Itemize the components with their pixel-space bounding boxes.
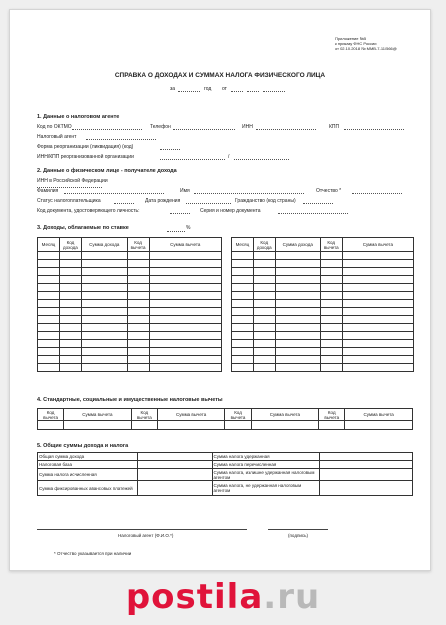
income-left-cell[interactable] xyxy=(149,260,221,268)
income-left-cell[interactable] xyxy=(59,348,81,356)
income-right-cell[interactable] xyxy=(275,260,320,268)
income-left-cell[interactable] xyxy=(38,348,60,356)
income-left-cell[interactable] xyxy=(38,276,60,284)
income-left-cell[interactable] xyxy=(127,276,149,284)
income-right-cell[interactable] xyxy=(320,324,342,332)
income-left-cell[interactable] xyxy=(81,292,127,300)
income-left-cell[interactable] xyxy=(81,348,127,356)
totals-left-value[interactable] xyxy=(137,461,212,469)
income-left-cell[interactable] xyxy=(38,356,60,364)
income-left-cell[interactable] xyxy=(59,308,81,316)
ot-label: от xyxy=(222,86,227,92)
reorg-inn-label: ИНН/КПП реорганизованной организации xyxy=(37,154,134,160)
income-left-cell[interactable] xyxy=(38,364,60,372)
agent-label: Налоговый агент xyxy=(37,134,77,140)
income-left-cell[interactable] xyxy=(38,308,60,316)
income-right-cell[interactable] xyxy=(232,260,254,268)
tax-form-page xyxy=(9,9,431,571)
income-right-cell[interactable] xyxy=(232,284,254,292)
doc-series-field[interactable] xyxy=(278,213,348,214)
reorg-form-field[interactable] xyxy=(160,149,180,150)
income-left-cell[interactable] xyxy=(127,356,149,364)
income-right-cell[interactable] xyxy=(342,316,413,324)
income-left-cell[interactable] xyxy=(59,332,81,340)
income-left-cell[interactable] xyxy=(127,316,149,324)
income-left-cell[interactable] xyxy=(127,340,149,348)
income-right-row xyxy=(232,316,414,324)
income-right-cell[interactable] xyxy=(253,252,275,260)
income-right-cell[interactable] xyxy=(342,300,413,308)
income-right-cell[interactable] xyxy=(320,332,342,340)
income-right-cell[interactable] xyxy=(253,340,275,348)
income-right-cell[interactable] xyxy=(232,364,254,372)
income-right-cell[interactable] xyxy=(320,308,342,316)
totals-left-label: Общая сумма дохода xyxy=(38,453,138,461)
income-right-header: Сумма вычета xyxy=(342,238,413,252)
income-left-header: Сумма вычета xyxy=(149,238,221,252)
agent-signature-line[interactable] xyxy=(37,529,247,530)
income-right-cell[interactable] xyxy=(232,300,254,308)
totals-left-label: Налоговая база xyxy=(38,461,138,469)
income-left-cell[interactable] xyxy=(38,332,60,340)
income-left-row xyxy=(38,292,222,300)
income-left-cell[interactable] xyxy=(38,316,60,324)
income-left-cell[interactable] xyxy=(127,260,149,268)
income-right-cell[interactable] xyxy=(275,356,320,364)
income-left-row xyxy=(38,348,222,356)
income-left-cell[interactable] xyxy=(149,340,221,348)
income-left-cell[interactable] xyxy=(59,260,81,268)
phone-label: Телефон xyxy=(150,124,171,130)
patronymic-field[interactable] xyxy=(352,193,402,194)
deduction-cell[interactable] xyxy=(157,421,225,430)
income-left-cell[interactable] xyxy=(127,292,149,300)
income-right-cell[interactable] xyxy=(232,252,254,260)
deduction-cell[interactable] xyxy=(38,421,64,430)
income-right-cell[interactable] xyxy=(275,316,320,324)
income-right-row xyxy=(232,284,414,292)
income-right-cell[interactable] xyxy=(253,364,275,372)
income-right-cell[interactable] xyxy=(275,292,320,300)
income-right-cell[interactable] xyxy=(253,308,275,316)
income-right-cell[interactable] xyxy=(253,284,275,292)
income-right-cell[interactable] xyxy=(342,268,413,276)
income-right-cell[interactable] xyxy=(320,348,342,356)
totals-right-label: Сумма налога, излишне удержанная налоговым агентом xyxy=(212,469,320,481)
inn-label: ИНН xyxy=(242,124,253,130)
income-left-cell[interactable] xyxy=(127,332,149,340)
income-left-cell[interactable] xyxy=(81,308,127,316)
status-label: Статус налогоплательщика xyxy=(37,198,101,204)
section-2-heading: 2. Данные о физическом лице - получателе дохода xyxy=(37,168,177,174)
income-right-cell[interactable] xyxy=(232,324,254,332)
income-right-row xyxy=(232,268,414,276)
income-left-cell[interactable] xyxy=(59,252,81,260)
deduction-cell[interactable] xyxy=(251,421,319,430)
income-right-cell[interactable] xyxy=(253,316,275,324)
income-left-cell[interactable] xyxy=(81,268,127,276)
reorg-kpp-field[interactable] xyxy=(234,159,289,160)
totals-right-label: Сумма налога, не удержанная налоговым агентом xyxy=(212,481,320,496)
income-left-cell[interactable] xyxy=(149,356,221,364)
phone-field[interactable] xyxy=(173,129,235,130)
income-right-cell[interactable] xyxy=(342,364,413,372)
income-right-row xyxy=(232,260,414,268)
totals-right-label: Сумма налога перечисленная xyxy=(212,461,320,469)
income-left-cell[interactable] xyxy=(81,364,127,372)
income-right-cell[interactable] xyxy=(320,260,342,268)
income-right-row xyxy=(232,324,414,332)
income-right-row xyxy=(232,356,414,364)
deduction-cell[interactable] xyxy=(319,421,345,430)
income-right-cell[interactable] xyxy=(342,348,413,356)
income-right-cell[interactable] xyxy=(342,284,413,292)
totals-left-label: Сумма налога исчисленная xyxy=(38,469,138,481)
income-right-cell[interactable] xyxy=(342,356,413,364)
income-left-cell[interactable] xyxy=(38,292,60,300)
income-right-row xyxy=(232,300,414,308)
totals-right-value[interactable] xyxy=(320,481,413,496)
doc-code-field[interactable] xyxy=(170,213,190,214)
income-left-row xyxy=(38,316,222,324)
income-right-row xyxy=(232,364,414,372)
income-right-header: Код дохода xyxy=(253,238,275,252)
deduction-row xyxy=(38,421,413,430)
deduction-cell[interactable] xyxy=(225,421,251,430)
income-table-right xyxy=(231,237,414,372)
income-right-cell[interactable] xyxy=(275,300,320,308)
income-right-cell[interactable] xyxy=(275,284,320,292)
totals-right-value[interactable] xyxy=(320,469,413,481)
birth-label: Дата рождения xyxy=(145,198,181,204)
birth-field[interactable] xyxy=(186,203,231,204)
deduction-header: Сумма вычета xyxy=(157,409,225,421)
reorg-slash: / xyxy=(228,154,230,160)
income-left-cell[interactable] xyxy=(38,252,60,260)
signature-caption: (подпись) xyxy=(288,533,309,538)
deduction-cell[interactable] xyxy=(131,421,157,430)
income-right-cell[interactable] xyxy=(275,308,320,316)
income-right-row xyxy=(232,348,414,356)
income-left-cell[interactable] xyxy=(127,268,149,276)
income-left-cell[interactable] xyxy=(81,276,127,284)
income-left-row xyxy=(38,324,222,332)
income-right-cell[interactable] xyxy=(232,292,254,300)
income-right-cell[interactable] xyxy=(342,276,413,284)
deduction-header: Код вычета xyxy=(319,409,345,421)
income-right-row xyxy=(232,340,414,348)
kpp-field[interactable] xyxy=(344,129,404,130)
income-right-row xyxy=(232,308,414,316)
totals-right-value[interactable] xyxy=(320,461,413,469)
annex-line-1: Приложение №5 xyxy=(335,36,367,41)
income-left-header: Месяц xyxy=(38,238,60,252)
income-right-cell[interactable] xyxy=(275,268,320,276)
income-left-cell[interactable] xyxy=(81,324,127,332)
income-right-row xyxy=(232,276,414,284)
deductions-table xyxy=(37,408,413,430)
surname-label: Фамилия xyxy=(37,188,59,194)
income-right-cell[interactable] xyxy=(253,276,275,284)
income-left-cell[interactable] xyxy=(59,324,81,332)
year-field[interactable] xyxy=(178,91,200,92)
income-right-cell[interactable] xyxy=(253,292,275,300)
totals-right-value[interactable] xyxy=(320,453,413,461)
income-left-cell[interactable] xyxy=(81,260,127,268)
oktmo-label: Код по ОКТМО xyxy=(37,124,72,130)
income-left-cell[interactable] xyxy=(127,252,149,260)
footnote: * Отчество указывается при наличии xyxy=(54,551,132,556)
income-left-row xyxy=(38,308,222,316)
income-left-cell[interactable] xyxy=(38,300,60,308)
income-right-cell[interactable] xyxy=(275,332,320,340)
income-right-cell[interactable] xyxy=(320,268,342,276)
income-right-cell[interactable] xyxy=(320,252,342,260)
income-left-header: Код вычета xyxy=(127,238,149,252)
deduction-cell[interactable] xyxy=(345,421,413,430)
income-right-cell[interactable] xyxy=(232,268,254,276)
income-right-cell[interactable] xyxy=(275,276,320,284)
income-left-cell[interactable] xyxy=(81,300,127,308)
income-left-cell[interactable] xyxy=(149,308,221,316)
reorg-form-label: Форма реорганизации (ликвидация) (код) xyxy=(37,144,134,150)
god-label: год xyxy=(204,86,212,92)
income-right-cell[interactable] xyxy=(275,252,320,260)
income-right-cell[interactable] xyxy=(342,260,413,268)
income-left-cell[interactable] xyxy=(81,284,127,292)
income-right-cell[interactable] xyxy=(320,364,342,372)
date-day-field[interactable] xyxy=(231,91,243,92)
income-right-cell[interactable] xyxy=(320,276,342,284)
income-left-cell[interactable] xyxy=(149,300,221,308)
annex-line-2: к приказу ФНС России xyxy=(335,41,377,46)
income-left-row xyxy=(38,268,222,276)
income-right-cell[interactable] xyxy=(232,340,254,348)
income-right-cell[interactable] xyxy=(342,292,413,300)
watermark-red: postila xyxy=(125,577,264,617)
income-left-cell[interactable] xyxy=(59,300,81,308)
income-right-cell[interactable] xyxy=(320,292,342,300)
postila-watermark xyxy=(0,569,446,625)
income-left-cell[interactable] xyxy=(81,340,127,348)
income-right-cell[interactable] xyxy=(320,300,342,308)
income-left-cell[interactable] xyxy=(59,284,81,292)
deduction-header: Код вычета xyxy=(225,409,251,421)
income-left-cell[interactable] xyxy=(127,324,149,332)
doc-series-label: Серия и номер документа xyxy=(200,208,261,214)
income-right-cell[interactable] xyxy=(275,340,320,348)
patronymic-label: Отчество * xyxy=(316,188,342,194)
income-left-cell[interactable] xyxy=(81,332,127,340)
income-left-header: Код дохода xyxy=(59,238,81,252)
income-left-cell[interactable] xyxy=(149,292,221,300)
income-right-cell[interactable] xyxy=(232,308,254,316)
income-right-cell[interactable] xyxy=(320,340,342,348)
income-left-row xyxy=(38,284,222,292)
agent-fio-caption: Налоговый агент (Ф.И.О.*) xyxy=(118,533,174,538)
income-left-row xyxy=(38,332,222,340)
totals-left-value[interactable] xyxy=(137,481,212,496)
income-left-cell[interactable] xyxy=(59,356,81,364)
income-right-cell[interactable] xyxy=(342,340,413,348)
watermark-gray: .ru xyxy=(263,577,321,617)
income-right-cell[interactable] xyxy=(275,364,320,372)
deduction-header: Сумма вычета xyxy=(64,409,132,421)
income-left-row xyxy=(38,276,222,284)
income-right-header: Месяц xyxy=(232,238,254,252)
income-table-left xyxy=(37,237,222,372)
income-left-cell[interactable] xyxy=(127,308,149,316)
income-left-cell[interactable] xyxy=(149,252,221,260)
income-right-cell[interactable] xyxy=(253,348,275,356)
income-right-cell[interactable] xyxy=(342,252,413,260)
income-right-cell[interactable] xyxy=(232,356,254,364)
inn-field[interactable] xyxy=(256,129,316,130)
totals-left-value[interactable] xyxy=(137,469,212,481)
totals-row xyxy=(38,461,413,469)
income-right-cell[interactable] xyxy=(253,260,275,268)
income-left-cell[interactable] xyxy=(38,324,60,332)
income-left-cell[interactable] xyxy=(149,348,221,356)
income-right-cell[interactable] xyxy=(320,356,342,364)
totals-left-value[interactable] xyxy=(137,453,212,461)
doc-code-label: Код документа, удостоверяющего личность: xyxy=(37,208,140,214)
totals-row xyxy=(38,481,413,496)
income-left-cell[interactable] xyxy=(38,268,60,276)
name-label: Имя xyxy=(180,188,190,194)
income-left-cell[interactable] xyxy=(149,284,221,292)
annex-line-3: от 02.10.2018 № ММВ-7-11/566@ xyxy=(335,46,397,51)
income-left-cell[interactable] xyxy=(149,268,221,276)
income-left-cell[interactable] xyxy=(81,316,127,324)
income-left-cell[interactable] xyxy=(81,252,127,260)
za-label: за xyxy=(170,86,176,92)
deduction-header: Код вычета xyxy=(131,409,157,421)
oktmo-field[interactable] xyxy=(72,129,142,130)
income-left-cell[interactable] xyxy=(149,324,221,332)
income-left-cell[interactable] xyxy=(149,332,221,340)
citizenship-field[interactable] xyxy=(303,203,333,204)
income-right-cell[interactable] xyxy=(342,308,413,316)
income-left-header: Сумма дохода xyxy=(81,238,127,252)
income-left-cell[interactable] xyxy=(127,364,149,372)
income-right-cell[interactable] xyxy=(232,276,254,284)
income-left-cell[interactable] xyxy=(149,364,221,372)
kpp-label: КПП xyxy=(329,124,340,130)
income-right-header: Код вычета xyxy=(320,238,342,252)
income-right-row xyxy=(232,252,414,260)
income-right-cell[interactable] xyxy=(232,348,254,356)
income-left-row xyxy=(38,356,222,364)
income-left-cell[interactable] xyxy=(38,284,60,292)
deduction-cell[interactable] xyxy=(64,421,132,430)
section-3-heading: 3. Доходы, облагаемые по ставке xyxy=(37,225,129,231)
income-left-cell[interactable] xyxy=(127,348,149,356)
section-1-heading: 1. Данные о налоговом агенте xyxy=(37,114,120,120)
income-right-cell[interactable] xyxy=(232,332,254,340)
income-left-cell[interactable] xyxy=(59,364,81,372)
rate-field[interactable] xyxy=(167,231,185,232)
income-left-cell[interactable] xyxy=(38,260,60,268)
income-left-cell[interactable] xyxy=(149,316,221,324)
inn-rf-label: ИНН в Российской Федерации xyxy=(37,178,108,184)
status-field[interactable] xyxy=(114,203,134,204)
totals-table xyxy=(37,452,413,496)
income-right-cell[interactable] xyxy=(275,348,320,356)
income-right-cell[interactable] xyxy=(342,324,413,332)
income-left-cell[interactable] xyxy=(59,276,81,284)
income-right-row xyxy=(232,332,414,340)
reorg-inn-field[interactable] xyxy=(160,159,225,160)
income-right-cell[interactable] xyxy=(253,300,275,308)
name-field[interactable] xyxy=(194,193,304,194)
income-right-cell[interactable] xyxy=(232,316,254,324)
income-right-cell[interactable] xyxy=(253,324,275,332)
income-right-cell[interactable] xyxy=(253,332,275,340)
totals-right-label: Сумма налога удержанная xyxy=(212,453,320,461)
totals-left-label: Сумма фиксированных авансовых платежей xyxy=(38,481,138,496)
deduction-header: Код вычета xyxy=(38,409,64,421)
signature-line[interactable] xyxy=(268,529,328,530)
income-left-cell[interactable] xyxy=(81,356,127,364)
income-left-cell[interactable] xyxy=(149,276,221,284)
section-4-heading: 4. Стандартные, социальные и имущественные налоговые вычеты xyxy=(37,397,223,403)
percent-sign: % xyxy=(186,225,191,231)
income-left-cell[interactable] xyxy=(59,292,81,300)
income-left-row xyxy=(38,300,222,308)
income-right-cell[interactable] xyxy=(320,284,342,292)
citizenship-label: Гражданство (код страны) xyxy=(235,198,296,204)
income-left-cell[interactable] xyxy=(59,340,81,348)
income-right-cell[interactable] xyxy=(253,356,275,364)
deduction-header: Сумма вычета xyxy=(251,409,319,421)
income-right-header: Сумма дохода xyxy=(275,238,320,252)
income-left-row xyxy=(38,364,222,372)
income-left-row xyxy=(38,340,222,348)
date-year-field[interactable] xyxy=(263,91,285,92)
income-right-row xyxy=(232,292,414,300)
totals-row xyxy=(38,469,413,481)
surname-field[interactable] xyxy=(64,193,164,194)
date-month-field[interactable] xyxy=(247,91,259,92)
income-left-cell[interactable] xyxy=(59,316,81,324)
income-left-cell[interactable] xyxy=(127,284,149,292)
income-right-cell[interactable] xyxy=(275,324,320,332)
income-left-cell[interactable] xyxy=(59,268,81,276)
income-left-row xyxy=(38,260,222,268)
income-left-row xyxy=(38,252,222,260)
deduction-header: Сумма вычета xyxy=(345,409,413,421)
income-right-cell[interactable] xyxy=(253,268,275,276)
form-title: СПРАВКА О ДОХОДАХ И СУММАХ НАЛОГА ФИЗИЧЕСКОГО ЛИЦА xyxy=(114,72,326,79)
income-right-cell[interactable] xyxy=(342,332,413,340)
section-5-heading: 5. Общие суммы дохода и налога xyxy=(37,443,129,449)
totals-row xyxy=(38,453,413,461)
income-left-cell[interactable] xyxy=(127,300,149,308)
income-left-cell[interactable] xyxy=(38,340,60,348)
agent-field[interactable] xyxy=(86,139,156,140)
income-right-cell[interactable] xyxy=(320,316,342,324)
